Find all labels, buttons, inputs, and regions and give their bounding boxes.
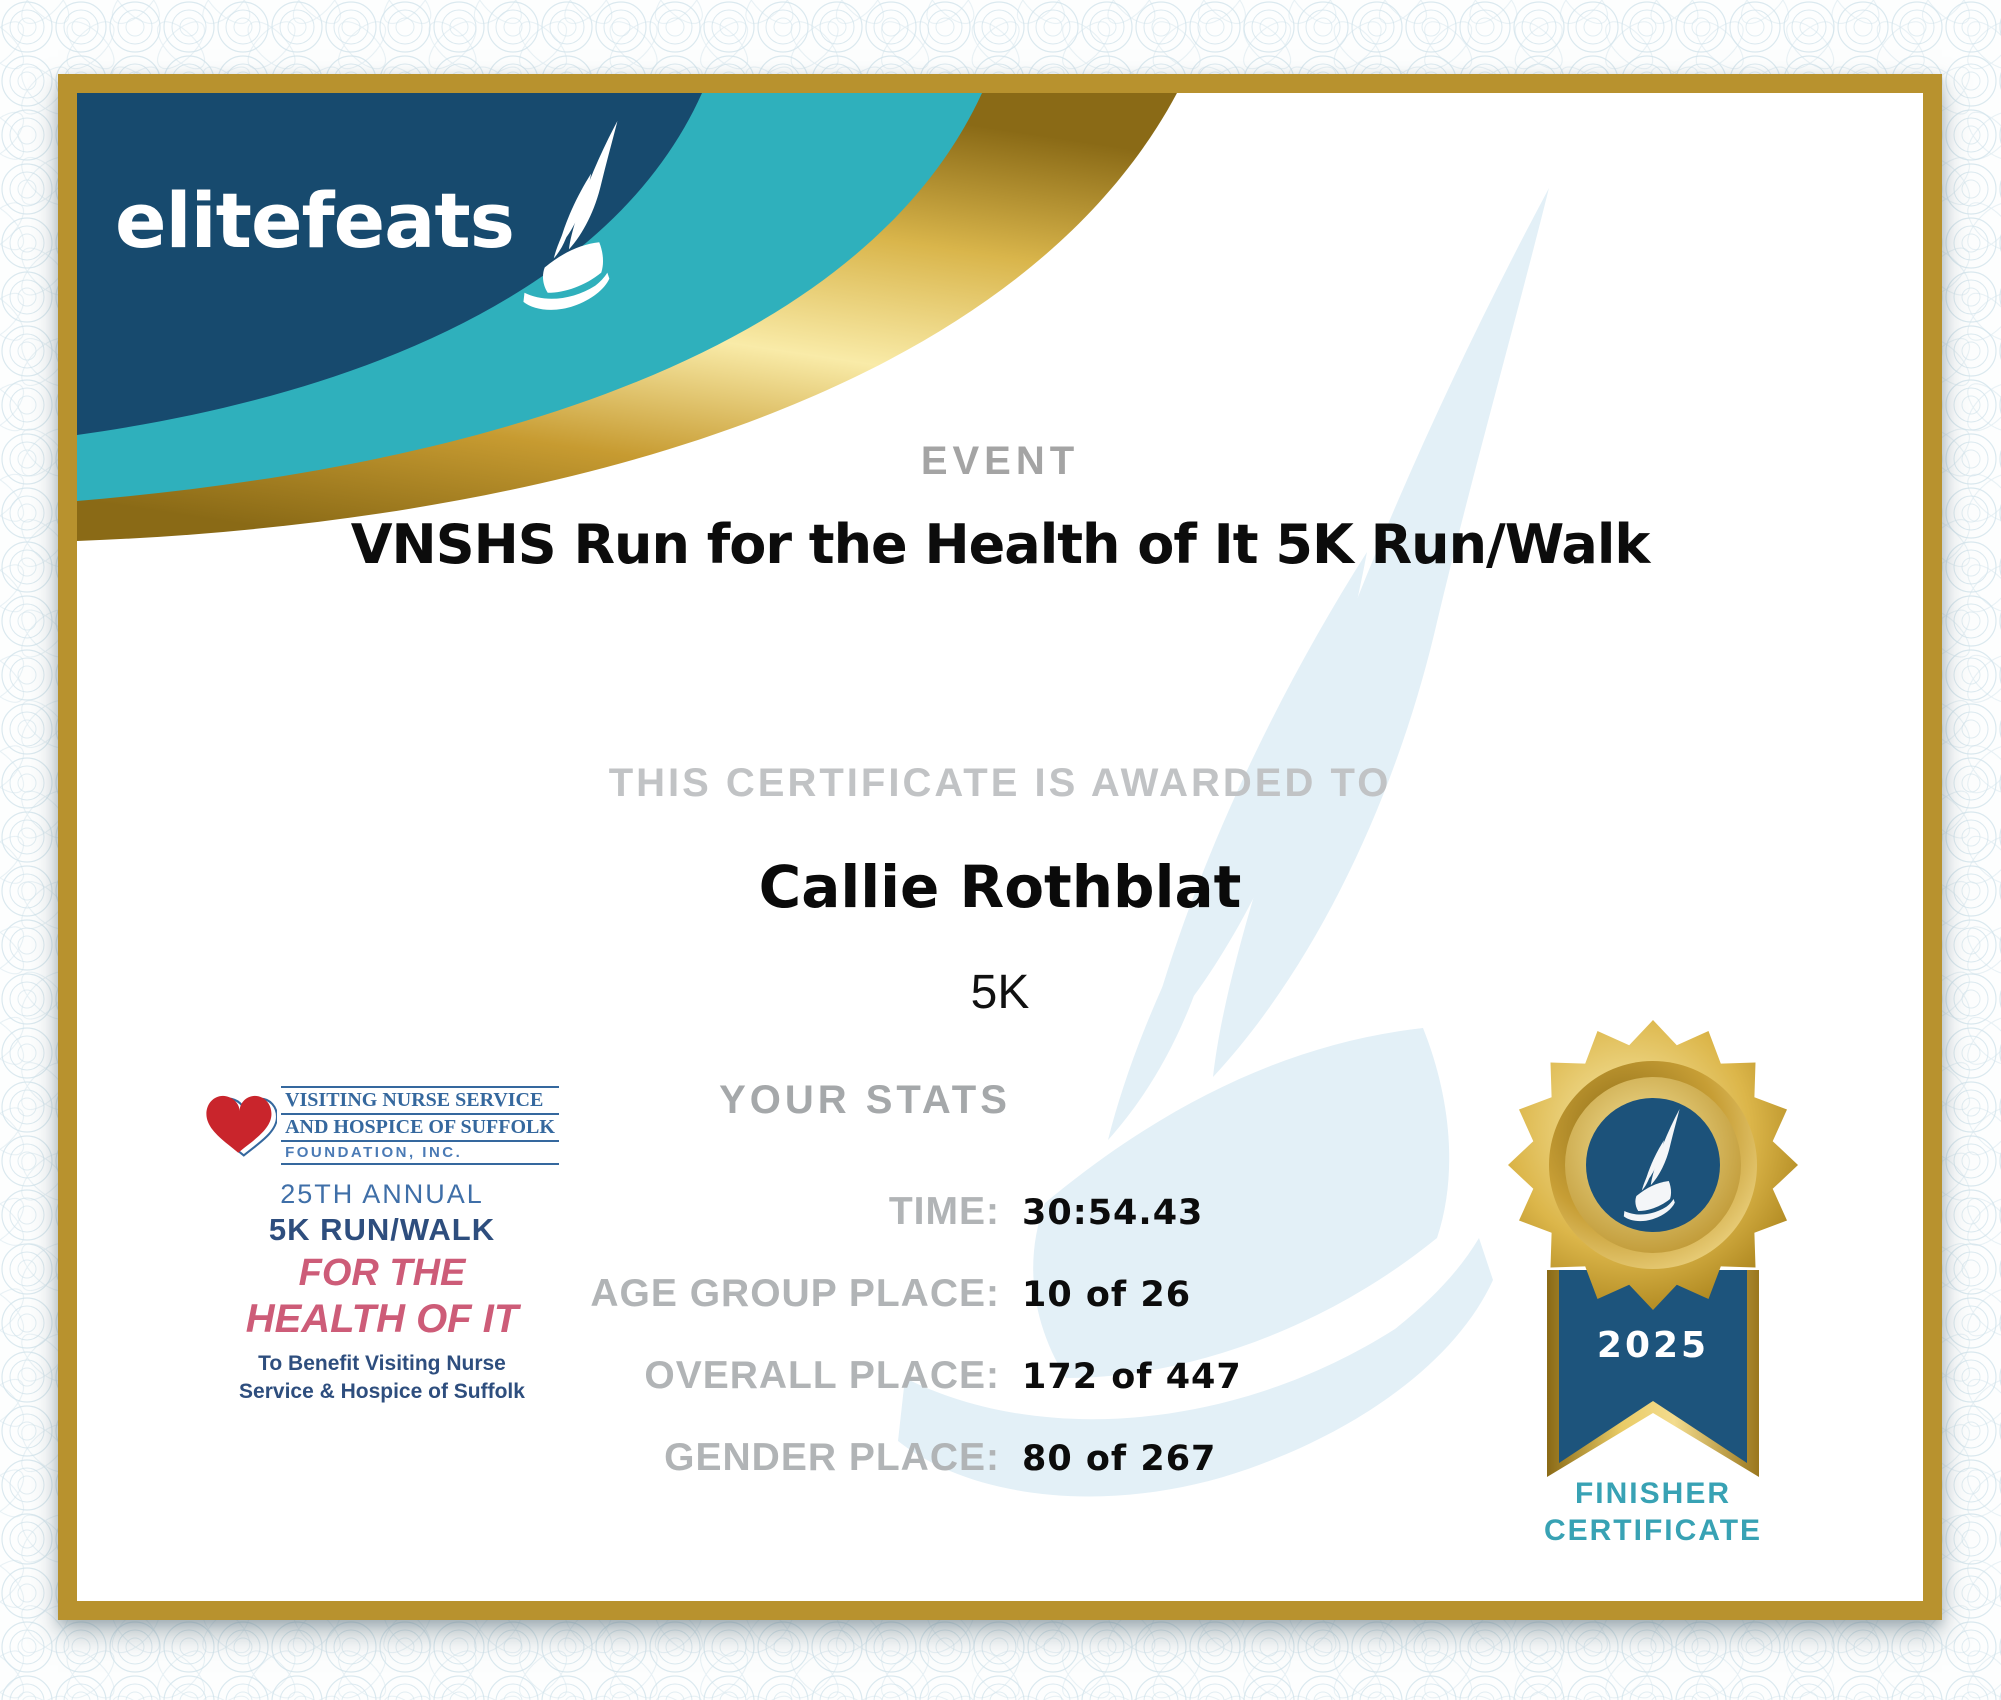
race-distance: 5K [970,966,1030,1019]
stat-label: AGE GROUP PLACE: [590,1272,1000,1315]
sponsor-benefit-text [162,1350,602,1407]
stat-value: 10 of 26 [1022,1275,1192,1315]
recipient-name: Callie Rothblat [758,853,1242,921]
stat-value: 80 of 267 [1022,1439,1217,1479]
sponsor-org-name [281,1086,559,1165]
sponsor-block [162,1085,602,1407]
finisher-caption [1498,1476,1808,1549]
sponsor-benefit-line2: Service & Hospice of Suffolk [239,1380,525,1404]
awarded-to-label: THIS CERTIFICATE IS AWARDED TO [608,761,1392,805]
heart-icon [205,1085,277,1165]
medal-year-text: 2025 [1596,1325,1710,1366]
your-stats-label: YOUR STATS [719,1078,1011,1122]
sponsor-org-line1: VISITING NURSE SERVICE [281,1086,559,1113]
stat-label: TIME: [888,1190,1000,1233]
stat-label: GENDER PLACE: [664,1436,1000,1479]
stat-value: 172 of 447 [1022,1357,1242,1397]
sponsor-annual-label: 25TH ANNUAL [280,1179,484,1209]
sponsor-org-line2: AND HOSPICE OF SUFFOLK [281,1113,559,1140]
finisher-caption-line2: CERTIFICATE [1543,1513,1763,1547]
stat-value: 30:54.43 [1022,1193,1204,1233]
sponsor-org-line3: FOUNDATION, INC. [281,1140,559,1165]
finisher-caption-line1: FINISHER [1574,1477,1731,1510]
certificate-card [58,74,1942,1620]
stat-row-gender-place [197,1436,1297,1484]
sponsor-tagline-line2: HEALTH OF IT [245,1297,519,1341]
certificate-content [77,93,1923,1601]
brand-logo [115,121,632,313]
sponsor-tagline-line1: FOR THE [298,1252,466,1294]
sponsor-logo [162,1085,602,1165]
stat-label: OVERALL PLACE: [644,1354,1000,1397]
winged-foot-icon [520,121,632,313]
sponsor-race-label: 5K RUN/WALK [268,1212,496,1247]
event-section-label: EVENT [920,439,1080,483]
brand-wordmark: elitefeats [115,176,514,265]
sponsor-benefit-line1: To Benefit Visiting Nurse [258,1352,506,1375]
finisher-medal-badge [1503,1015,1803,1495]
event-name: VNSHS Run for the Health of It 5K Run/Walk [350,513,1650,576]
